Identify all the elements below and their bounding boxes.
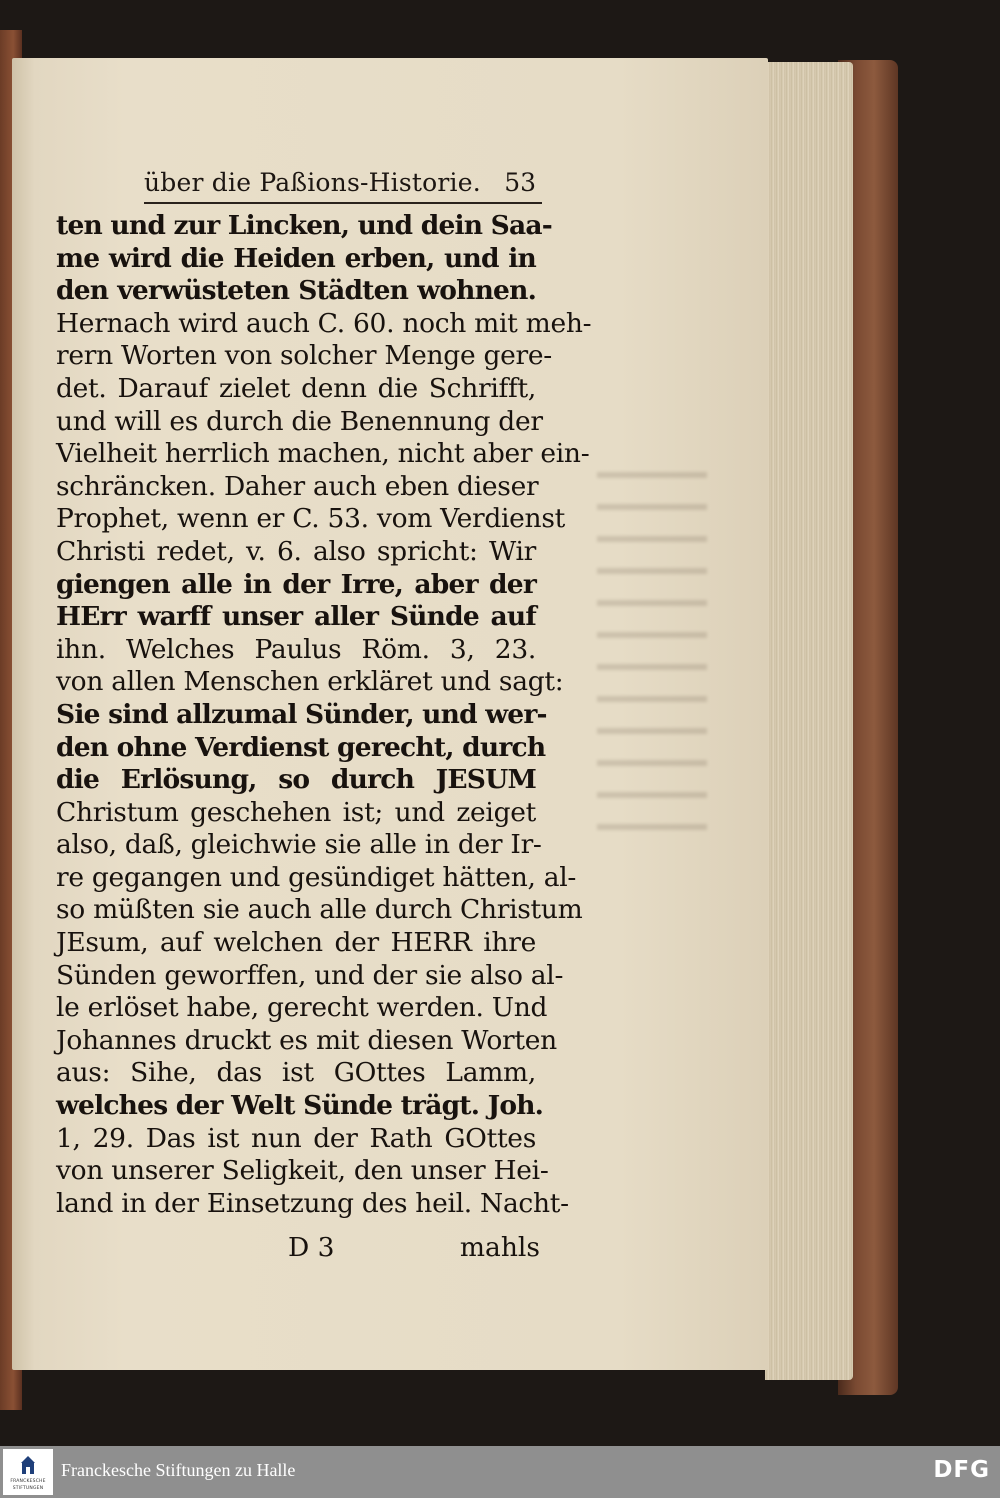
text-line: schräncken. Daher auch eben dieser	[56, 470, 539, 502]
text-line: aus: Sihe, das ist GOttes Lamm,	[56, 1057, 536, 1089]
text-line: von unserer Seligkeit, den unser Hei-	[56, 1155, 549, 1187]
text-line: Hernach wird auch C. 60. noch mit meh-	[56, 307, 592, 339]
text-line: die Erlösung, so durch JESUM	[56, 764, 536, 796]
text-line: ihn. Welches Paulus Röm. 3, 23.	[56, 633, 536, 665]
institution-name[interactable]: Franckesche Stiftungen zu Halle	[61, 1460, 296, 1480]
show-through-text	[597, 458, 707, 838]
text-line: rern Worten von solcher Menge gere-	[56, 340, 552, 372]
text-line: und will es durch die Benennung der	[56, 405, 543, 437]
page-edges	[765, 62, 853, 1380]
text-line: Johannes druckt es mit diesen Worten	[56, 1024, 557, 1056]
text-line: Christum geschehen ist; und zeiget	[56, 796, 536, 828]
text-line: Sünden geworffen, und der sie also al-	[56, 959, 564, 991]
running-title: über die Paßions-Historie.	[144, 168, 481, 197]
running-head	[60, 164, 542, 204]
text-line: den ohne Verdienst gerecht, durch	[56, 731, 546, 763]
logo-text-top: FRANCKESCHE	[10, 1479, 46, 1484]
signature-mark: D 3	[288, 1232, 335, 1263]
logo-text-bottom: STIFTUNGEN	[12, 1486, 44, 1491]
text-line: von allen Menschen erkläret und sagt:	[56, 666, 564, 698]
text-line: JEsum, auf welchen der HERR ihre	[56, 927, 536, 959]
building-icon	[21, 1455, 35, 1475]
text-line: welches der Welt Sünde trägt. Joh.	[56, 1090, 544, 1122]
page-footer	[60, 1232, 540, 1266]
dfg-logo[interactable]: DFG	[933, 1457, 990, 1483]
text-line: land in der Einsetzung des heil. Nacht-	[56, 1187, 569, 1219]
text-line: Christi redet, v. 6. also spricht: Wir	[56, 535, 536, 567]
page-number: 53	[504, 168, 536, 197]
text-line: Prophet, wenn er C. 53. vom Verdienst	[56, 503, 565, 535]
text-line: ten und zur Lincken, und dein Saa-	[56, 210, 552, 241]
text-line: det. Darauf zielet denn die Schrifft,	[56, 372, 536, 404]
text-line: Sie sind allzumal Sünder, und wer-	[56, 698, 547, 730]
text-line: 1, 29. Das ist nun der Rath GOttes	[56, 1122, 536, 1154]
viewer-footer-bar	[0, 1446, 1000, 1498]
text-line: giengen alle in der Irre, aber der	[56, 568, 536, 600]
text-line: re gegangen und gesündiget hätten, al-	[56, 861, 577, 893]
text-line: also, daß, gleichwie sie alle in der Ir-	[56, 829, 542, 861]
text-line: Vielheit herrlich machen, nicht aber ein-	[56, 438, 590, 470]
text-line: me wird die Heiden erben, und in	[56, 242, 536, 274]
body-text	[56, 210, 592, 1220]
head-rule	[144, 202, 542, 204]
text-line: so müßten sie auch alle durch Christum	[56, 894, 583, 926]
text-line: HErr warff unser aller Sünde auf	[56, 601, 536, 633]
text-line: le erlöset habe, gerecht werden. Und	[56, 992, 548, 1024]
institution-logo[interactable]	[3, 1449, 53, 1495]
catchword: mahls	[459, 1232, 540, 1263]
text-line: den verwüsteten Städten wohnen.	[56, 275, 536, 307]
